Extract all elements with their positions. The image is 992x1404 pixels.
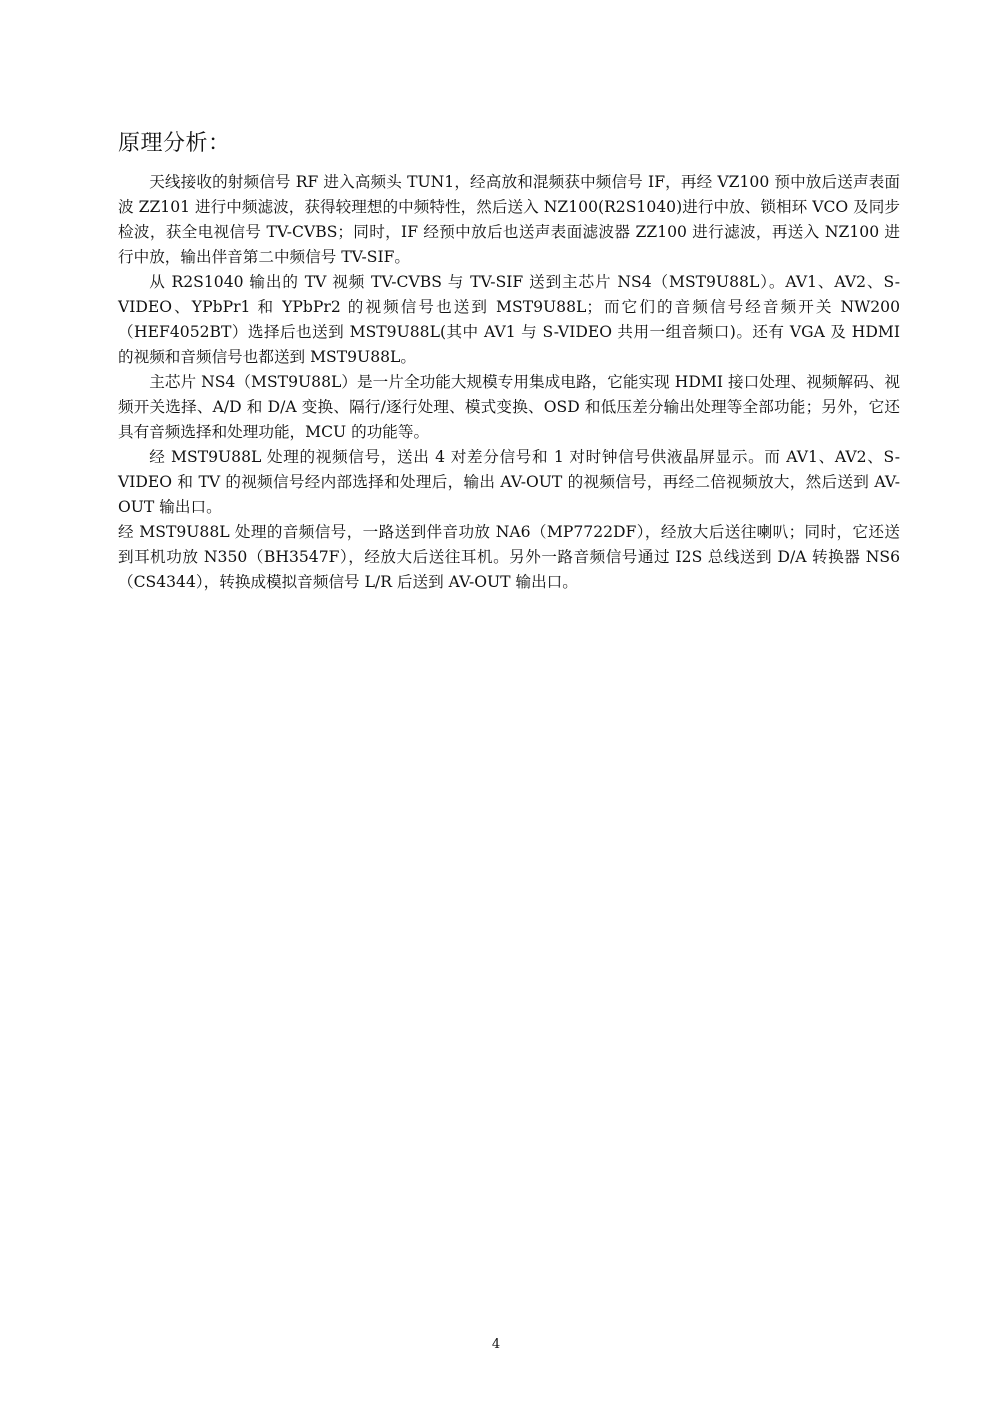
paragraph-tuner-if: 天线接收的射频信号 RF 进入高频头 TUN1，经高放和混频获中频信号 IF，再经 VZ100 预中放后送声表面波 ZZ101 进行中频滤波，获得较理想的中频特性，然后送入 NZ100(R2S1040)进行中放、锁相环 VCO 及同步检波，获全电视信号 TV-CVBS；同时，IF 经预中放后也送声表面滤波器 ZZ100 进行滤波，再送入 NZ100 进行中放，输出伴音第二中频信号 TV-SIF。: [118, 173, 900, 266]
paragraph-audio-output: 经 MST9U88L 处理的音频信号，一路送到伴音功放 NA6（MP7722DF），经放大后送往喇叭；同时，它还送到耳机功放 N350（BH3547F），经放大后送往耳机。另外一路音频信号通过 I2S 总线送到 D/A 转换器 NS6（CS4344），转换成模拟音频信号 L/R 后送到 AV-OUT 输出口。: [118, 523, 900, 591]
paragraph-signal-routing: 从 R2S1040 输出的 TV 视频 TV-CVBS 与 TV-SIF 送到主芯片 NS4（MST9U88L）。AV1、AV2、S-VIDEO、YPbPr1 和 YPbPr2 的视频信号也送到 MST9U88L；而它们的音频信号经音频开关 NW200（HEF4052BT）选择后也送到 MST9U88L(其中 AV1 与 S-VIDEO 共用一组音频口)。还有 VGA 及 HDMI 的视频和音频信号也都送到 MST9U88L。: [118, 273, 900, 366]
document-body: [118, 170, 900, 595]
paragraph-main-chip: 主芯片 NS4（MST9U88L）是一片全功能大规模专用集成电路，它能实现 HDMI 接口处理、视频解码、视频开关选择、A/D 和 D/A 变换、隔行/逐行处理、模式变换、OSD 和低压差分输出处理等全部功能；另外，它还具有音频选择和处理功能，MCU 的功能等。: [118, 373, 900, 441]
page-number: 4: [491, 1337, 501, 1352]
paragraph-video-output: 经 MST9U88L 处理的视频信号，送出 4 对差分信号和 1 对时钟信号供液晶屏显示。而 AV1、AV2、S-VIDEO 和 TV 的视频信号经内部选择和处理后，输出 AV-OUT 的视频信号，再经二倍视频放大，然后送到 AV-OUT 输出口。: [118, 448, 900, 516]
section-heading: 原理分析：: [118, 131, 231, 156]
